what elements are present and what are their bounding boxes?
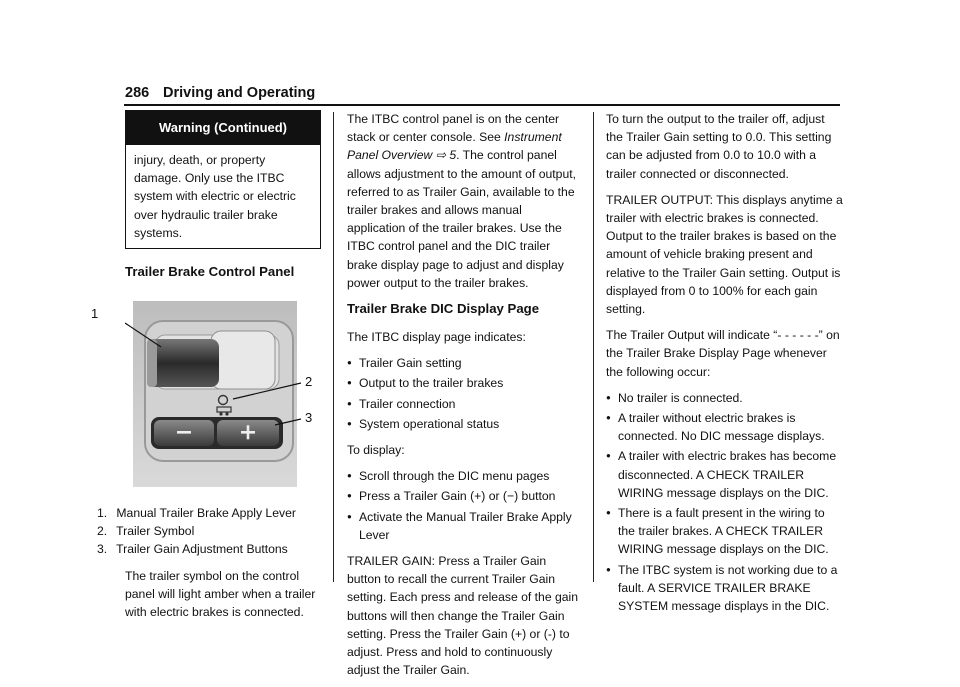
list-item: ● There is a fault present in the wiring to the trailer brakes. A CHECK TRAILER WIRING message displays on the DIC. bbox=[606, 504, 844, 559]
list-item: ● Press a Trailer Gain (+) or (−) button bbox=[347, 487, 582, 505]
section-heading-control-panel: Trailer Brake Control Panel bbox=[125, 264, 295, 280]
column-divider-1 bbox=[333, 112, 334, 582]
control-panel-figure bbox=[91, 291, 321, 496]
list-item: ● A trailer with electric brakes has become disconnected. A CHECK TRAILER WIRING message displays on the DIC. bbox=[606, 447, 844, 502]
display-list bbox=[347, 467, 582, 544]
warning-text: injury, death, or property damage. Only use the ITBC system with electric or electric over hydraulic trailer brake systems. bbox=[134, 153, 296, 240]
list-item: ● Trailer Gain setting bbox=[347, 354, 582, 372]
list-item: ● A trailer without electric brakes is connected. No DIC message displays. bbox=[606, 409, 844, 445]
indicates-label: The ITBC display page indicates: bbox=[347, 330, 526, 345]
output-indicator-paragraph: The Trailer Output will indicate “- - - - - -” on the Trailer Brake Display Page whenever the following occur: bbox=[606, 328, 840, 379]
warning-box bbox=[125, 110, 321, 249]
column-3 bbox=[606, 110, 844, 623]
display-label: To display: bbox=[347, 443, 405, 458]
list-item: ● Scroll through the DIC menu pages bbox=[347, 467, 582, 485]
trailer-output-paragraph: TRAILER OUTPUT: This displays anytime a trailer with electric brakes is connected. Output to the trailer brakes is based on the amount of vehicle braking present and relative to the Trailer Gain setting. Output is displayed from 0 to 100% for each gain setting. bbox=[606, 192, 843, 317]
column-1 bbox=[91, 110, 321, 629]
page-number: 286 bbox=[125, 85, 150, 101]
column-divider-2 bbox=[593, 112, 594, 582]
output-off-paragraph: To turn the output to the trailer off, adjust the Trailer Gain setting to 0.0. This setting can be adjusted from 0.0 to 10.0 with a trailer connected or disconnected. bbox=[606, 112, 832, 181]
warning-title: Warning (Continued) bbox=[126, 111, 320, 145]
control-panel-illustration bbox=[125, 291, 321, 496]
legend-item: 1. Manual Trailer Brake Apply Lever bbox=[97, 506, 296, 521]
callout-label-1: 1 bbox=[91, 306, 99, 322]
figure-legend bbox=[97, 504, 321, 559]
section-title: Driving and Operating bbox=[163, 85, 316, 101]
instrument-panel-link[interactable]: Instrument Panel Overview bbox=[347, 130, 562, 163]
column-2 bbox=[347, 110, 582, 687]
manual-brake-lever bbox=[147, 339, 219, 387]
list-item: ● Output to the trailer brakes bbox=[347, 374, 582, 392]
list-item: ● System operational status bbox=[347, 415, 582, 433]
section-heading-dic-page: Trailer Brake DIC Display Page bbox=[347, 301, 540, 317]
list-item: ● The ITBC system is not working due to a fault. A SERVICE TRAILER BRAKE SYSTEM message displays in the DIC. bbox=[606, 561, 844, 616]
legend-item: 3. Trailer Gain Adjustment Buttons bbox=[97, 542, 288, 557]
page-header bbox=[125, 84, 840, 106]
list-item: ● Activate the Manual Trailer Brake Apply Lever bbox=[347, 508, 582, 544]
trailer-symbol-paragraph: The trailer symbol on the control panel will light amber when a trailer with electric brakes is connected. bbox=[125, 568, 316, 620]
legend-item: 2. Trailer Symbol bbox=[97, 524, 195, 539]
callout-label-3: 3 bbox=[305, 410, 313, 426]
list-item: ● Trailer connection bbox=[347, 395, 582, 413]
conditions-list bbox=[606, 389, 844, 615]
trailer-gain-paragraph: TRAILER GAIN: Press a Trailer Gain button to recall the current Trailer Gain setting. Each press and release of the gain buttons will then change the Trailer Gain setting. Press the Trailer Gain (+) or (-) to adjust. Press and hold to continuously adjust the Trailer Gain. bbox=[347, 554, 579, 678]
list-item: ● No trailer is connected. bbox=[606, 389, 844, 407]
indicates-list bbox=[347, 354, 582, 433]
header-rule bbox=[124, 104, 840, 106]
callout-label-2: 2 bbox=[305, 374, 313, 390]
intro-paragraph: The ITBC control panel is on the center stack or center console. See Instrument Panel Overview ⇨ 5. The control panel allows adjustment to the amount of output, referred to as Trailer Gain, available to the trailer brakes and allows manual application of the trailer brakes. Use the ITBC control panel and the DIC trailer brake display page to adjust and display power output to the trailer brakes. bbox=[347, 112, 576, 290]
lever-cover bbox=[211, 331, 275, 389]
